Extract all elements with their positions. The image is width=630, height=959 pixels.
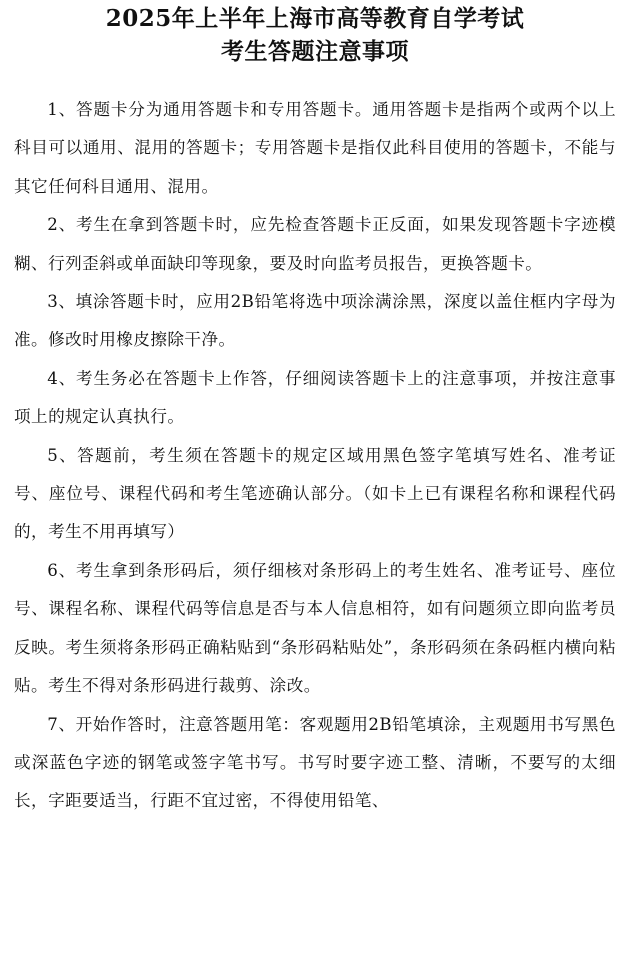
paragraph-2: 2、考生在拿到答题卡时，应先检查答题卡正反面，如果发现答题卡字迹模糊、行列歪斜或单面缺印等现象，要及时向监考员报告，更换答题卡。 [14,215,616,273]
document-body [14,91,616,821]
paragraph-7: 7、开始作答时，注意答题用笔：客观题用2B铅笔填涂，主观题用书写黑色或深蓝色字迹的钢笔或签字笔书写。书写时要字迹工整、清晰，不要写的太细长，字距要适当，行距不宜过密，不得使用铅笔、 [14,714,616,811]
document-title-line2: 考生答题注意事项 [221,38,409,65]
paragraph-3: 3、填涂答题卡时，应用2B铅笔将选中项涂满涂黑，深度以盖住框内字母为准。修改时用橡皮擦除干净。 [14,292,616,350]
paragraph-5: 5、答题前，考生须在答题卡的规定区域用黑色签字笔填写姓名、准考证号、座位号、课程代码和考生笔迹确认部分。（如卡上已有课程名称和课程代码的，考生不用再填写） [14,445,616,542]
paragraph-4: 4、考生务必在答题卡上作答，仔细阅读答题卡上的注意事项，并按注意事项上的规定认真执行。 [14,368,616,427]
paragraph-6: 6、考生拿到条形码后，须仔细核对条形码上的考生姓名、准考证号、座位号、课程名称、课程代码等信息是否与本人信息相符，如有问题须立即向监考员反映。考生须将条形码正确粘贴到“条形码粘贴处”，条形码须在条码框内横向粘贴。考生不得对条形码进行裁剪、涂改。 [14,560,616,696]
paragraph-1: 1、答题卡分为通用答题卡和专用答题卡。通用答题卡是指两个或两个以上科目可以通用、混用的答题卡；专用答题卡是指仅此科目使用的答题卡，不能与其它任何科目通用、混用。 [14,100,616,196]
document-title-line1: 2025年上半年上海市高等教育自学考试 [105,5,525,32]
